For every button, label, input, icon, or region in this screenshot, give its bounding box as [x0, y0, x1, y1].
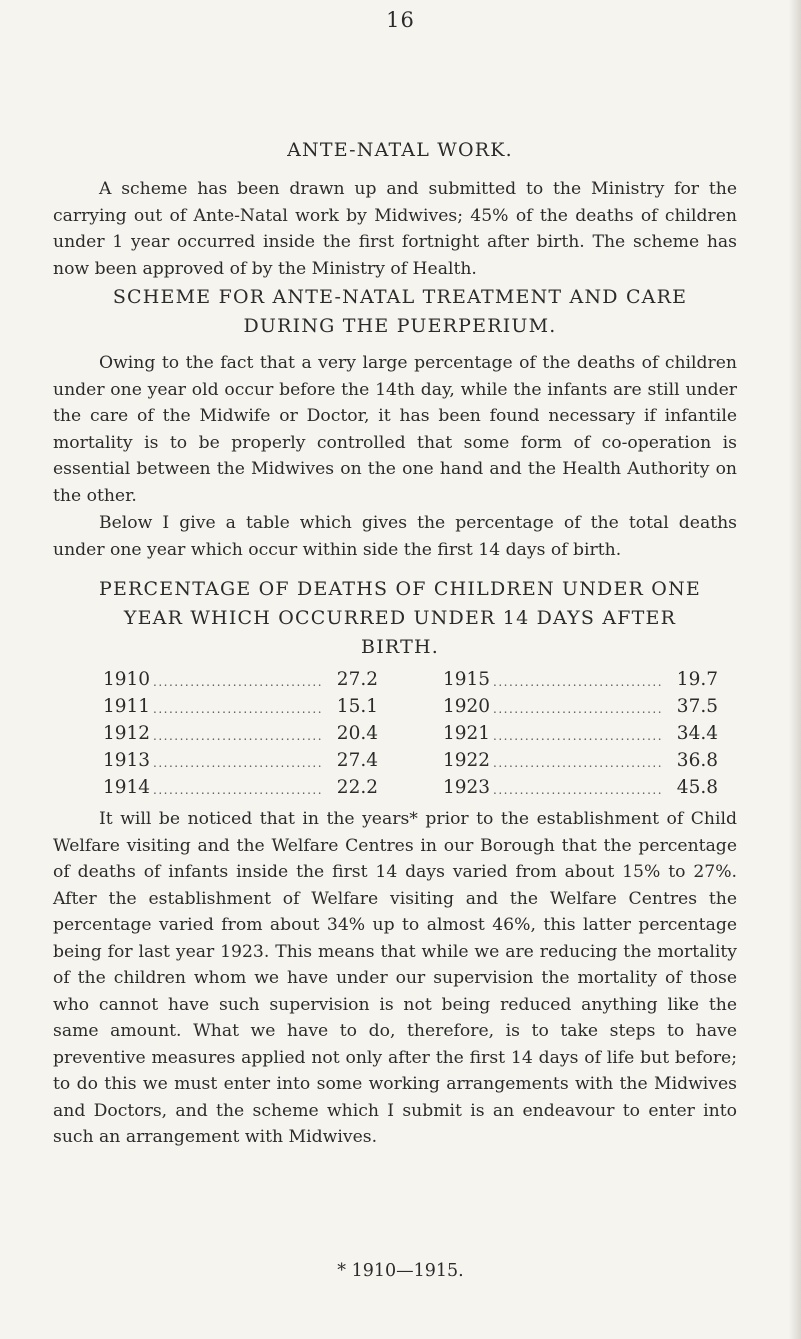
table-value: 36.8: [676, 750, 718, 771]
table-leader: ................................: [153, 729, 324, 743]
table-year: 1915: [443, 669, 491, 690]
table-leader: ................................: [493, 729, 664, 743]
table-value: 15.1: [336, 696, 378, 717]
table-row: [443, 747, 718, 774]
paragraph-ante-natal-scheme: A scheme has been drawn up and submitted to the Ministry for the carrying out of Ante-Natal work by Midwives; 45% of the deaths of children under 1 year occurred inside the first fortnight after birth. The scheme has now been approved of by the Ministry of Health.: [53, 179, 737, 279]
table-value: 45.8: [676, 777, 718, 798]
table-year: 1923: [443, 777, 491, 798]
paragraph-it-will-be-noticed: It will be noticed that in the years* prior to the establishment of Child Welfare visiting and the Welfare Centres in our Borough that the percentage of deaths of infants inside the first 14 days varied from about 15% to 27%. After the establishment of Welfare visiting and the Welfare Centres the percentage varied from about 34% up to almost 46%, this latter percentage being for last year 1923. This means that while we are reducing the mortality of the children whom we have under our supervision the mortality of those who cannot have such supervision is not being reduced anything like the same amount. What we have to do, therefore, is to take steps to have preventive measures applied not only after the first 14 days of life but before; to do this we must enter into some working arrangements with the Midwives and Doctors, and the scheme which I submit is an endeavour to enter into such an arrangement with Midwives.: [53, 809, 737, 1147]
table-leader: ................................: [493, 675, 664, 689]
paragraph-below-i-give: Below I give a table which gives the percentage of the total deaths under one year which occur within side the first 14 days of birth.: [53, 513, 737, 560]
table-year: 1922: [443, 750, 491, 771]
table-leader: ................................: [493, 783, 664, 797]
table-row: [443, 774, 718, 801]
table-year: 1913: [103, 750, 151, 771]
table-row: [103, 720, 378, 747]
table-year: 1910: [103, 669, 151, 690]
table-value: 20.4: [336, 723, 378, 744]
table-year: 1914: [103, 777, 151, 798]
page-edge-shadow: [789, 0, 801, 1339]
table-row: [443, 720, 718, 747]
heading-ante-natal-work: ANTE-NATAL WORK.: [287, 139, 513, 161]
table-row: [103, 774, 378, 801]
table-value: 19.7: [676, 669, 718, 690]
table-value: 27.4: [336, 750, 378, 771]
table-row: [443, 666, 718, 693]
table-row: [103, 747, 378, 774]
table-row: [443, 693, 718, 720]
table-title-line-2: YEAR WHICH OCCURRED UNDER 14 DAYS AFTER: [123, 607, 677, 629]
table-leader: ................................: [493, 702, 664, 716]
table-leader: ................................: [493, 756, 664, 770]
table-title-line-3: BIRTH.: [361, 636, 439, 658]
table-year: 1911: [103, 696, 151, 717]
table-value: 27.2: [336, 669, 378, 690]
table-title: [40, 575, 760, 662]
table-title-line-1: PERCENTAGE OF DEATHS OF CHILDREN UNDER ONE: [99, 578, 701, 600]
page-number: 16: [386, 8, 415, 32]
heading-scheme-line-2: DURING THE PUERPERIUM.: [243, 315, 557, 337]
table-row: [103, 666, 378, 693]
table-year: 1920: [443, 696, 491, 717]
heading-scheme-puerperium: [40, 283, 760, 341]
table-leader: ................................: [153, 756, 324, 770]
table-value: 34.4: [676, 723, 718, 744]
footnote: * 1910—1915.: [337, 1261, 464, 1281]
table-right-column: [443, 666, 718, 801]
table-value: 37.5: [676, 696, 718, 717]
table-leader: ................................: [153, 675, 324, 689]
table-value: 22.2: [336, 777, 378, 798]
table-row: [103, 693, 378, 720]
table-left-column: [103, 666, 378, 801]
table-leader: ................................: [153, 783, 324, 797]
heading-scheme-line-1: SCHEME FOR ANTE-NATAL TREATMENT AND CARE: [112, 286, 688, 308]
table-leader: ................................: [153, 702, 324, 716]
table-year: 1921: [443, 723, 491, 744]
table-year: 1912: [103, 723, 151, 744]
paragraph-owing-to-fact: Owing to the fact that a very large percentage of the deaths of children under one year old occur before the 14th day, while the infants are still under the care of the Midwife or Doctor, it has been found necessary if infantile mortality is to be properly controlled that some form of co-operation is essential between the Midwives on the one hand and the Health Authority on the other.: [53, 353, 737, 506]
